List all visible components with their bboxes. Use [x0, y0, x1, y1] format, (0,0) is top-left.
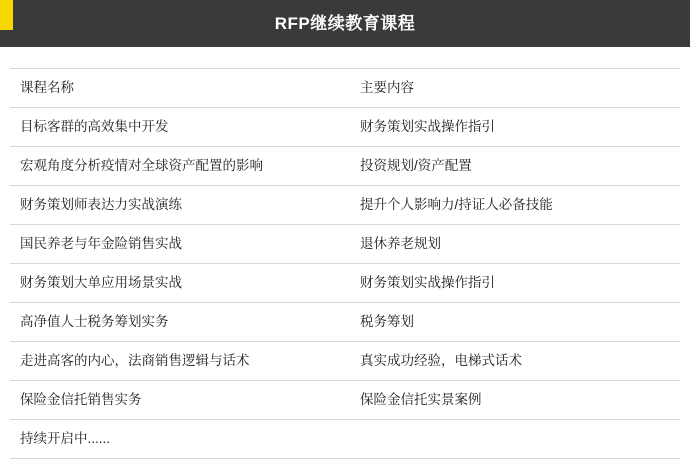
cell-course-name: 国民养老与年金险销售实战: [20, 235, 182, 251]
courses-table: [10, 68, 680, 459]
table-row: [10, 264, 680, 303]
table-row: [10, 225, 680, 264]
header-accent-bar: [0, 0, 13, 30]
table-row: [10, 303, 680, 342]
cell-main-content: 退休养老规划: [360, 235, 441, 251]
cell-course-name: 宏观角度分析疫情对全球资产配置的影响: [20, 157, 263, 173]
cell-main-content: 税务筹划: [360, 313, 414, 329]
table-footer-note: 持续开启中......: [20, 430, 111, 446]
cell-main-content: 投资规划/资产配置: [360, 157, 472, 173]
table-row: [10, 342, 680, 381]
cell-main-content: 真实成功经验，电梯式话术: [360, 352, 522, 368]
cell-course-name: 走进高客的内心，法商销售逻辑与话术: [20, 352, 250, 368]
table-row: [10, 147, 680, 186]
cell-main-content: 保险金信托实景案例: [360, 391, 482, 407]
table-row: [10, 381, 680, 420]
column-header-main-content: 主要内容: [360, 79, 414, 95]
cell-course-name: 保险金信托销售实务: [20, 391, 142, 407]
cell-course-name: 目标客群的高效集中开发: [20, 118, 169, 134]
table-row: [10, 186, 680, 225]
column-header-course-name: 课程名称: [20, 79, 74, 95]
table-row: [10, 108, 680, 147]
table-footer-row: [10, 420, 680, 459]
cell-course-name: 财务策划师表达力实战演练: [20, 196, 182, 212]
table-header-row: [10, 69, 680, 108]
page-title: RFP继续教育课程: [274, 14, 416, 33]
cell-main-content: 财务策划实战操作指引: [360, 274, 495, 290]
cell-main-content: 财务策划实战操作指引: [360, 118, 495, 134]
page-header: [0, 0, 690, 47]
cell-main-content: 提升个人影响力/持证人必备技能: [360, 196, 553, 212]
cell-course-name: 高净值人士税务筹划实务: [20, 313, 169, 329]
cell-course-name: 财务策划大单应用场景实战: [20, 274, 182, 290]
